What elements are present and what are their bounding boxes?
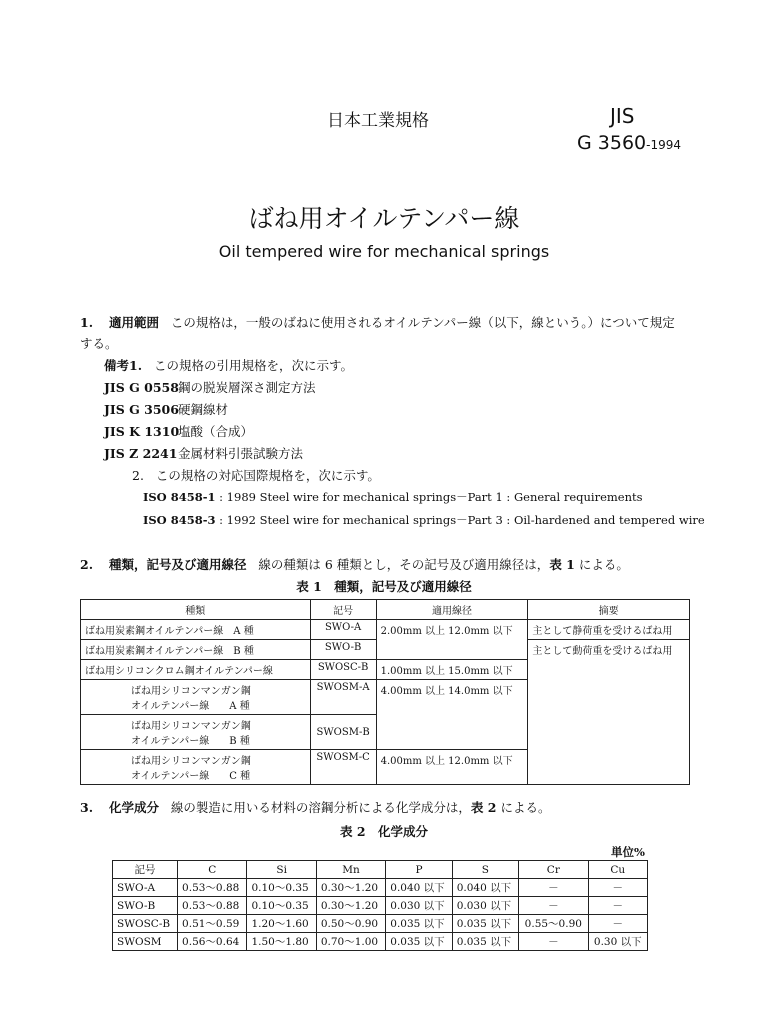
unit-label: 単位%: [611, 845, 645, 859]
section2-line: [80, 555, 629, 573]
table-cell: 0.035 以下: [452, 915, 518, 933]
diameter-cell: 4.00mm 以上 14.0mm 以下: [376, 680, 528, 750]
type-cell: ばね用炭素鋼オイルテンパー線 B 種: [81, 640, 311, 660]
table-header-cell: P: [386, 861, 452, 879]
type-line: オイルテンパー線 B 種: [131, 736, 250, 747]
type-cell: ばね用シリコンクロム鋼オイルテンパー線: [81, 660, 311, 680]
table-header-cell: Cu: [588, 861, 647, 879]
iso-code: ISO 8458-3: [143, 513, 216, 527]
table-cell: －: [519, 879, 588, 897]
section3-text-post: による。: [496, 800, 551, 815]
table-cell: －: [519, 933, 588, 951]
iso-text: : 1992 Steel wire for mechanical springs－Part 3 : Oil-hardened and tempered wire: [215, 513, 705, 527]
table-header-cell: 記号: [310, 600, 376, 620]
table-cell: SWOSC-B: [113, 915, 178, 933]
standard-name: 日本工業規格: [327, 111, 429, 131]
table2-title: 表 2 化学成分: [339, 824, 429, 839]
section1-text: この規格は，一般のばねに使用されるオイルテンパー線（以下，線という。）について規定: [170, 315, 675, 330]
standard-code-number: G 3560: [577, 132, 647, 154]
type-cell: [81, 750, 311, 785]
remark1-label: 備考1.: [104, 358, 143, 373]
iso-code: ISO 8458-1: [143, 490, 216, 504]
diameter-cell: 2.00mm 以上 12.0mm 以下: [376, 620, 528, 660]
section2-text: 線の種類は 6 種類とし，その記号及び適用線径は，: [258, 557, 550, 572]
table-cell: 1.20～1.60: [247, 915, 316, 933]
table-header-cell: Cr: [519, 861, 588, 879]
table-cell: －: [588, 897, 647, 915]
section3-text: 線の製造に用いる材料の溶鋼分析による化学成分は，: [170, 800, 471, 815]
jis-label: JIS: [610, 104, 635, 128]
diameter-cell: 1.00mm 以上 15.0mm 以下: [376, 660, 528, 680]
type-cell: [81, 715, 311, 750]
remark2: [132, 466, 380, 484]
type-line: ばね用シリコンマンガン鋼: [131, 756, 251, 767]
ref-code: JIS G 3506: [104, 402, 179, 417]
ref-text: 塩酸（合成）: [178, 424, 254, 439]
table-cell: 0.030 以下: [386, 897, 452, 915]
symbol-cell: SWOSM-C: [310, 750, 376, 785]
note-cell: 主として静荷重を受けるばね用: [528, 620, 690, 640]
ref-text: 硬鋼線材: [178, 402, 229, 417]
remark1: [104, 356, 353, 374]
table-cell: 0.51～0.59: [178, 915, 247, 933]
table-header-row: [81, 600, 690, 620]
ref-code: JIS Z 2241: [104, 446, 178, 461]
type-line: オイルテンパー線 A 種: [131, 701, 250, 712]
table1-title: 表 1 種類，記号及び適用線径: [296, 579, 472, 594]
type-cell: ばね用炭素鋼オイルテンパー線 A 種: [81, 620, 311, 640]
type-line: ばね用シリコンマンガン鋼: [131, 721, 251, 732]
ref-code: JIS K 1310: [104, 424, 180, 439]
table-cell: 0.040 以下: [386, 879, 452, 897]
table-row: [113, 933, 648, 951]
table-row: [113, 915, 648, 933]
symbol-cell: SWO-B: [310, 640, 376, 660]
table-cell: 0.040 以下: [452, 879, 518, 897]
ref-text: 金属材料引張試験方法: [178, 446, 304, 461]
type-cell: [81, 680, 311, 715]
table-cell: 0.030 以下: [452, 897, 518, 915]
table-cell: 0.53～0.88: [178, 879, 247, 897]
table-cell: 0.53～0.88: [178, 897, 247, 915]
section2-number: 2.: [80, 557, 94, 572]
ref-item: [104, 378, 316, 396]
table-cell: 0.035 以下: [452, 933, 518, 951]
section1-number: 1.: [80, 315, 94, 330]
table-row: [81, 620, 690, 640]
table-cell: SWO-B: [113, 897, 178, 915]
standard-code: [577, 132, 681, 154]
table1: [80, 599, 690, 785]
table-row: [113, 879, 648, 897]
section2-heading: 種類，記号及び適用線径: [108, 557, 247, 572]
document-title: ばね用オイルテンパー線: [248, 204, 520, 233]
table-cell: 1.50～1.80: [247, 933, 316, 951]
table-header-cell: Mn: [316, 861, 385, 879]
remark1-text: この規格の引用規格を，次に示す。: [153, 358, 353, 373]
symbol-cell: SWOSM-A: [310, 680, 376, 715]
section2-table-ref: 表 1: [549, 557, 575, 572]
table-cell: －: [588, 915, 647, 933]
table-cell: 0.50～0.90: [316, 915, 385, 933]
table-header-cell: S: [452, 861, 518, 879]
table-cell: 0.035 以下: [386, 933, 452, 951]
table-cell: －: [588, 879, 647, 897]
table-cell: SWO-A: [113, 879, 178, 897]
standard-year: -1994: [646, 138, 681, 152]
table-cell: 0.56～0.64: [178, 933, 247, 951]
type-line: オイルテンパー線 C 種: [131, 771, 251, 782]
type-line: ばね用シリコンマンガン鋼: [131, 686, 251, 697]
section3-table-ref: 表 2: [470, 800, 497, 815]
table-cell: 0.70～1.00: [316, 933, 385, 951]
section1-line1: [80, 313, 675, 331]
table-cell: －: [519, 897, 588, 915]
table2: [112, 860, 648, 951]
table-cell: 0.10～0.35: [247, 897, 316, 915]
section2-text-post: による。: [574, 557, 629, 572]
table-header-cell: 種類: [81, 600, 311, 620]
note-cell: 主として動荷重を受けるばね用: [528, 640, 690, 785]
table-header-cell: C: [178, 861, 247, 879]
table-row: [113, 897, 648, 915]
remark2-text: この規格の対応国際規格を，次に示す。: [155, 468, 380, 483]
ref-text: 鋼の脱炭層深さ測定方法: [178, 380, 316, 395]
iso-text: : 1989 Steel wire for mechanical springs－Part 1 : General requirements: [215, 490, 643, 504]
table-cell: 0.10～0.35: [247, 879, 316, 897]
iso-ref: [143, 512, 705, 528]
symbol-cell: SWO-A: [310, 620, 376, 640]
symbol-cell: SWOSM-B: [310, 715, 376, 750]
table-header-cell: Si: [247, 861, 316, 879]
remark2-label: 2.: [132, 468, 144, 483]
ref-item: [104, 400, 228, 418]
section3-number: 3.: [80, 800, 94, 815]
symbol-cell: SWOSC-B: [310, 660, 376, 680]
table-cell: 0.30 以下: [588, 933, 647, 951]
table-header-cell: 摘要: [528, 600, 690, 620]
table-cell: 0.035 以下: [386, 915, 452, 933]
section3-heading: 化学成分: [108, 800, 159, 815]
table-cell: 0.55～0.90: [519, 915, 588, 933]
table-cell: 0.30～1.20: [316, 879, 385, 897]
section1-heading: 適用範囲: [108, 315, 159, 330]
ref-code: JIS G 0558: [104, 380, 179, 395]
table-cell: SWOSM: [113, 933, 178, 951]
ref-item: [104, 444, 303, 462]
document-subtitle: Oil tempered wire for mechanical springs: [218, 242, 550, 261]
table-header-cell: 記号: [113, 861, 178, 879]
section1-line2: する。: [80, 336, 118, 351]
diameter-cell: 4.00mm 以上 12.0mm 以下: [376, 750, 528, 785]
ref-item: [104, 422, 253, 440]
table-header-row: [113, 861, 648, 879]
iso-ref: [143, 489, 643, 505]
table-cell: 0.30～1.20: [316, 897, 385, 915]
table-header-cell: 適用線径: [376, 600, 528, 620]
section3-line: [80, 798, 550, 816]
